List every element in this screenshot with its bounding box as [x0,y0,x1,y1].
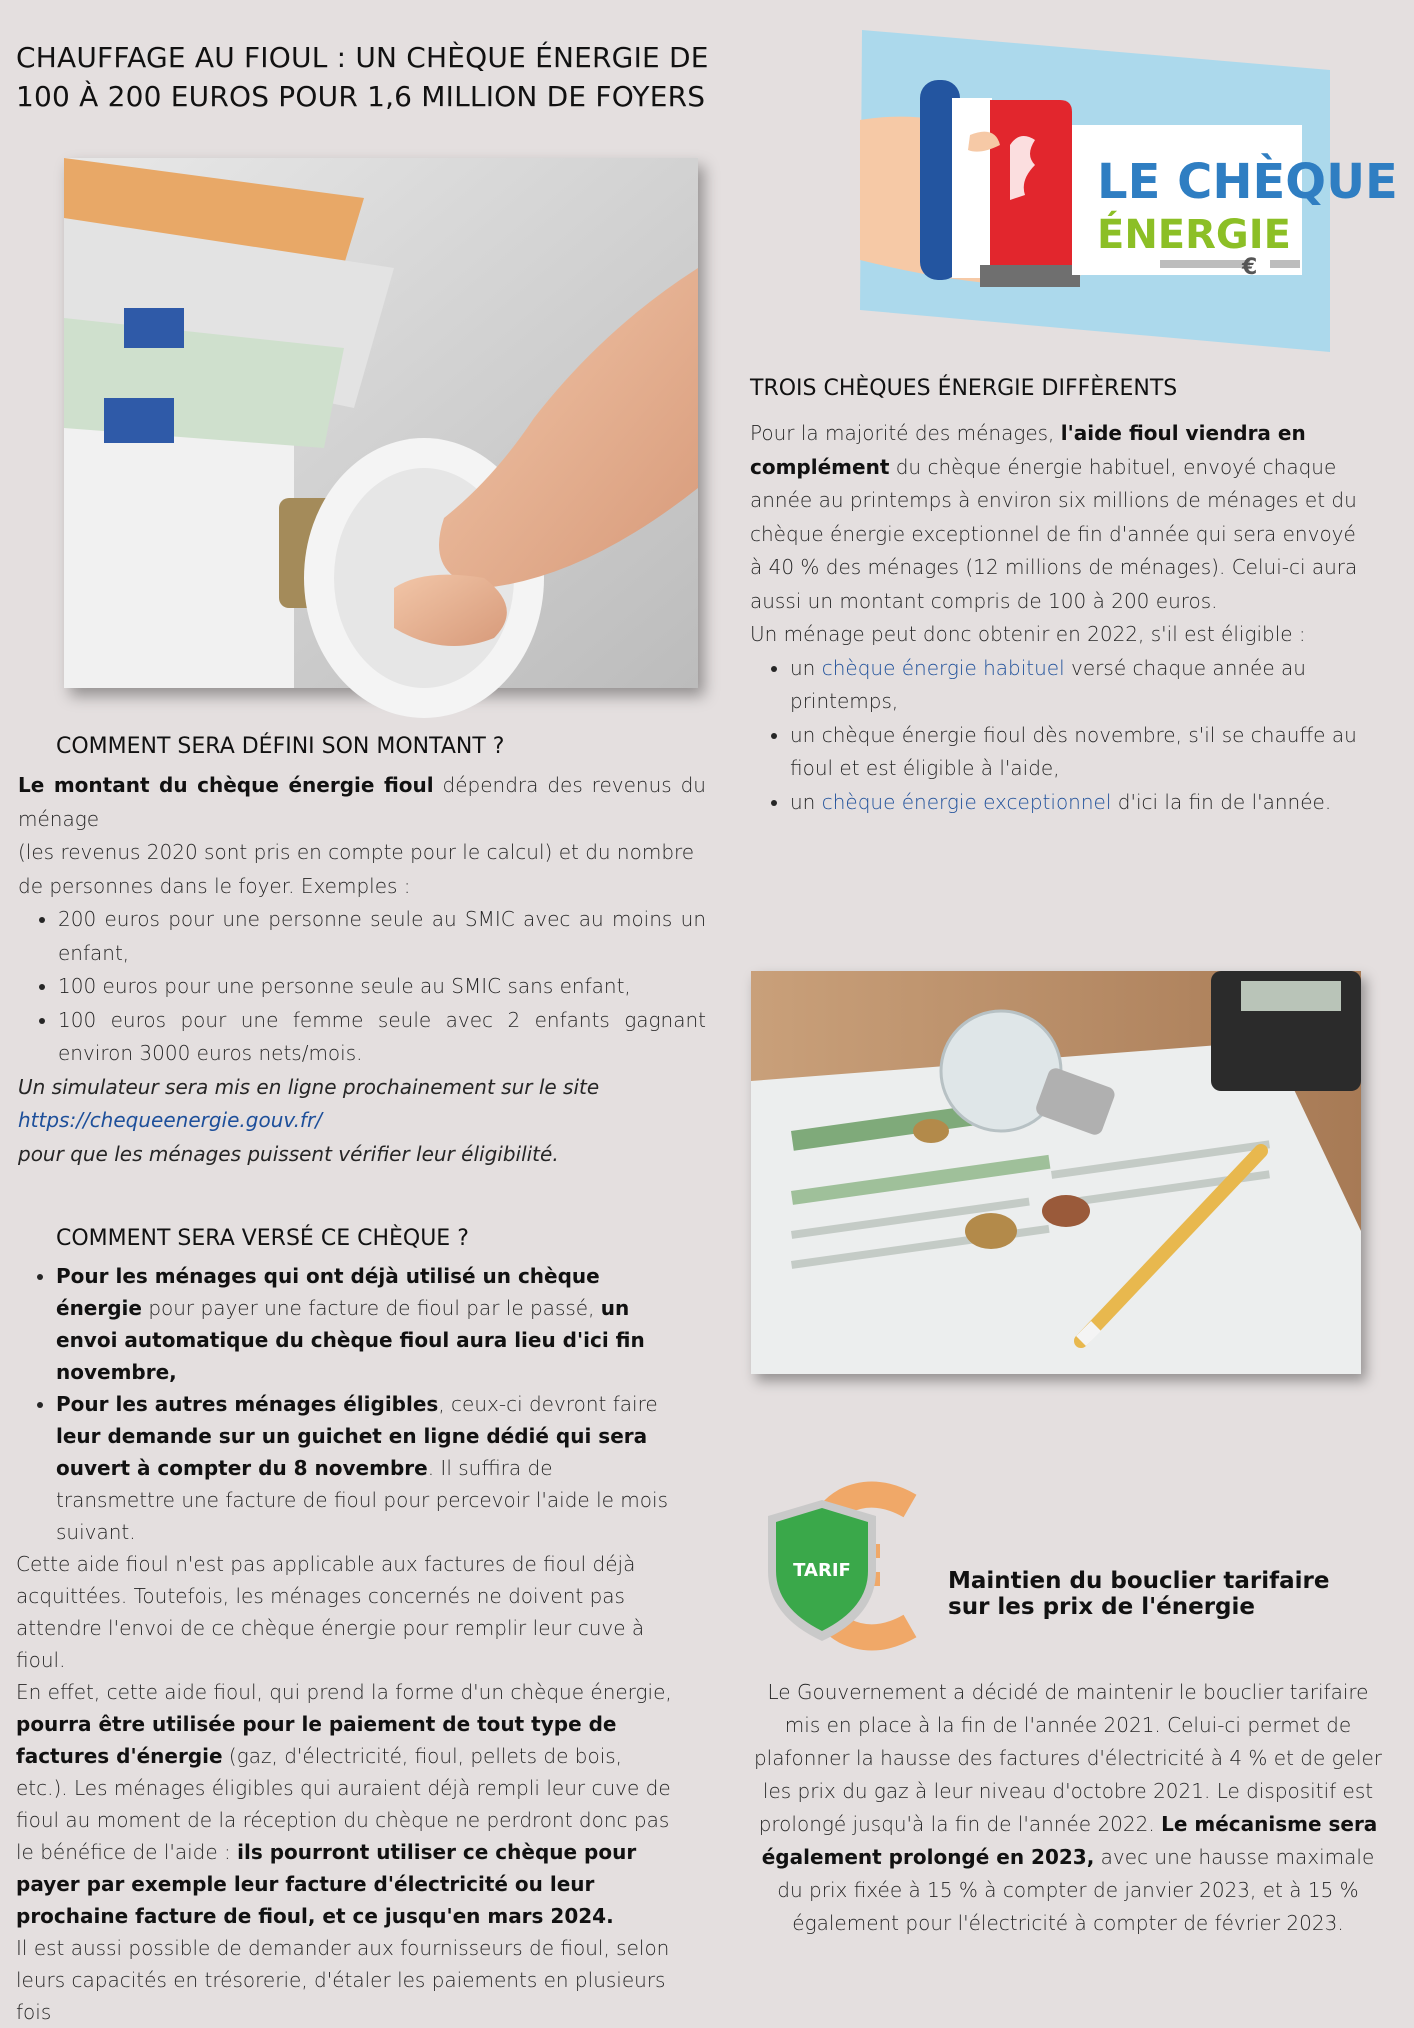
list-item: • un chèque énergie fioul dès novembre, s'il se chauffe au fioul et est éligible à l'aide, [790,719,1370,786]
list-item: • 100 euros pour une personne seule au SMIC sans enfant, [58,970,706,1004]
text-bold: leur demande sur un guichet en ligne dédié qui sera ouvert à compter du 8 novembre [56,1424,648,1480]
bulb-bill-image [751,971,1361,1374]
bullet-list [16,1260,676,1548]
paragraph: Il est aussi possible de demander aux fournisseurs de fioul, selon leurs capacités en trésorerie, d'étaler les paiements en plusieurs fois [16,1936,670,2024]
text: . Il suffira de transmettre une facture de fioul pour percevoir l'aide le mois suivant. [56,1456,669,1544]
section-heading-versement: COMMENT SERA VERSÉ CE CHÈQUE ? [56,1226,469,1251]
text: dépendra des revenus du ménage [18,773,706,831]
text-bold: un envoi automatique du chèque fioul aura lieu d'ici fin novembre, [56,1296,645,1384]
text-bold: Le mécanisme sera également prolongé en 2023, [761,1812,1378,1869]
heading-line: Maintien du bouclier tarifaire [948,1568,1330,1594]
section-body-montant [18,769,706,1171]
radiator-banknotes-image [64,158,698,688]
eligibility-note: pour que les ménages puissent vérifier leur éligibilité. [18,1141,559,1166]
text: (gaz, d'électricité, fioul, pellets de bois, etc.). Les ménages éligibles qui auraient déjà rempli leur cuve de fioul au moment de la réception du chèque ne perdront donc pas le bénéfice de l'aide : [16,1744,671,1864]
text: un [790,655,822,680]
cheque-energie-logo [860,30,1398,352]
list-item [56,1260,676,1388]
text-bold: ils pourront utiliser ce chèque pour payer par exemple leur facture d'électricité ou leur prochaine facture de fioul, et ce jusqu'en mars 2024. [16,1840,637,1928]
section-body-trois-cheques [750,417,1370,819]
section-heading-trois-cheques: TROIS CHÈQUES ÉNERGIE DIFFÈRENTS [750,376,1178,401]
heading-line: sur les prix de l'énergie [948,1594,1255,1620]
shield-label-text: TARIF [793,1560,851,1581]
list-item [790,652,1370,719]
text-bold: Pour les ménages qui ont déjà utilisé un chèque énergie [56,1264,600,1320]
text-bold: pourra être utilisée pour le paiement de tout type de factures d'énergie [16,1712,617,1768]
list-item: • 100 euros pour une femme seule avec 2 enfants gagnant environ 3000 euros nets/mois. [58,1004,706,1071]
text: Le Gouvernement a décidé de maintenir le bouclier tarifaire mis en place à la fin de l'année 2021. Celui-ci permet de plafonner la hausse des factures d'électricité à 4 % et de geler les prix du gaz à leur niveau d'octobre 2021. Le dispositif est prolongé jusqu'à la fin de l'année 2022. [753,1680,1383,1836]
simulator-note: Un simulateur sera mis en ligne prochainement sur le site [18,1074,600,1099]
cheque-energie-url-link[interactable]: https://chequeenergie.gouv.fr/ [18,1108,322,1132]
section-body-versement [16,1260,676,2028]
text: du chèque énergie habituel, envoyé chaque année au printemps à environ six millions de ménages et du chèque énergie exceptionnel de fin d'année qui sera envoyé à 40 % des ménages (12 millions de ménages). Celui-ci aura aussi un montant compris de 100 à 200 euros. [750,454,1358,613]
text: Pour la majorité des ménages, [750,421,1061,445]
paragraph [16,1676,676,1932]
paragraph: de personnes dans le foyer. Exemples : [18,873,411,898]
tarif-shield-icon [760,1486,925,1646]
logo-euro-text: € [1242,255,1258,280]
text: pour payer une facture de fioul par le passé, [141,1296,601,1320]
text: avec une hausse maximale du prix fixée à 15 % à compter de janvier 2023, et à 15 % également pour l'électricité à compter de février 2023. [777,1845,1375,1935]
list-item [56,1388,676,1548]
list-item [790,786,1370,820]
bulb-bill-photo [751,971,1361,1374]
paragraph: (les revenus 2020 sont pris en compte pour le calcul) et du nombre [18,840,695,864]
link-cheque-exceptionnel[interactable]: chèque énergie exceptionnel [821,789,1112,814]
bullet-list [18,903,706,1071]
text-bold: Le montant du chèque énergie fioul [18,773,434,797]
text: En effet, cette aide fioul, qui prend la forme d'un chèque énergie, [16,1680,672,1704]
list-item: • 200 euros pour une personne seule au SMIC avec au moins un enfant, [58,903,706,970]
text-bold: Pour les autres ménages éligibles [56,1392,439,1416]
tarif-shield-graphic [760,1486,925,1646]
text: un [790,789,822,814]
text: d'ici la fin de l'année. [1111,789,1332,814]
logo-line2-text: ÉNERGIE [1097,212,1291,258]
cheque-energie-logo-graphic [860,30,1398,352]
text-bold: l'aide fioul viendra en complément [750,421,1306,479]
bullet-list [750,652,1370,820]
link-cheque-habituel[interactable]: chèque énergie habituel [821,655,1065,680]
section-heading-bouclier [948,1568,1378,1620]
section-body-bouclier [748,1676,1388,1940]
section-heading-montant: COMMENT SERA DÉFINI SON MONTANT ? [56,734,505,759]
page-title: CHAUFFAGE AU FIOUL : UN CHÈQUE ÉNERGIE DE 100 À 200 EUROS POUR 1,6 MILLION DE FOYERS [16,41,709,113]
radiator-banknotes-photo [64,158,698,688]
paragraph: Cette aide fioul n'est pas applicable aux factures de fioul déjà acquittées. Toutefois, les ménages concernés ne doivent pas attendre l'envoi de ce chèque énergie pour remplir leur cuve à fioul. [16,1552,645,1672]
paragraph: Un ménage peut donc obtenir en 2022, s'il est éligible : [750,622,1306,646]
text: versé chaque année au printemps, [790,655,1306,713]
paragraph [750,417,1370,618]
paragraph [18,769,706,836]
logo-line1-text: LE CHÈQUE [1097,154,1398,210]
text: , ceux-ci devront faire [438,1392,658,1416]
